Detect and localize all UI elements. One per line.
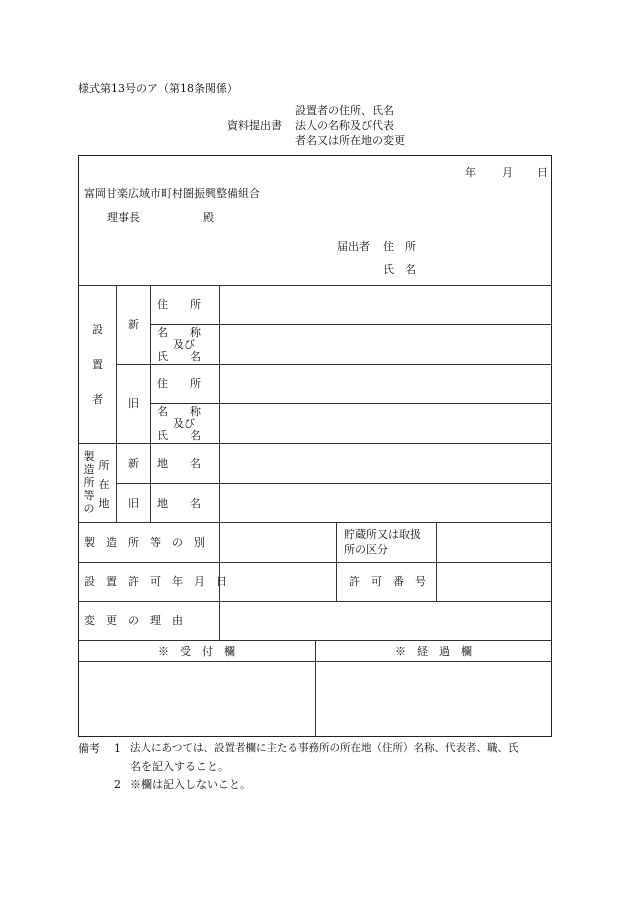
permit-number-label: 許 可 番 号 [349, 575, 426, 588]
location-label-char: 等 [83, 489, 95, 502]
heading-prefix: 資料提出書 [227, 119, 282, 132]
vrule-right-label [336, 522, 337, 601]
location-old-label: 旧 [128, 497, 139, 510]
vrule-newold [150, 285, 151, 522]
change-reason-label: 変 更 の 理 由 [84, 614, 183, 627]
installer-label-2: 置 [92, 358, 103, 371]
vrule-right-value [436, 522, 437, 601]
location-old-lot-label: 地 名 [157, 497, 201, 510]
installer-old-address-label: 住 所 [157, 377, 201, 390]
location-label-char: 造 [83, 463, 95, 476]
rule-location-mid [116, 483, 552, 484]
progress-header: ※ 経 過 欄 [395, 645, 472, 658]
applicant-address-label: 住 所 [383, 240, 416, 253]
date-month-label: 月 [502, 166, 513, 179]
installer-new-name-label-bottom: 氏 名 [157, 350, 201, 363]
note-2-text: ※欄は記入しないこと。 [130, 778, 251, 791]
installer-new-address-label: 住 所 [157, 298, 201, 311]
location-label-char: 地 [98, 497, 110, 510]
date-day-label: 日 [537, 166, 548, 179]
installer-old-name-label-bottom: 氏 名 [157, 429, 201, 442]
storage-class-label-2: 所の区分 [344, 543, 388, 556]
location-label-char: 所 [83, 476, 95, 489]
permit-date-label: 設 置 許 可 年 月 日 [84, 575, 227, 588]
location-new-label: 新 [128, 457, 139, 470]
installer-new-name-label-mid: 及び [173, 338, 195, 351]
rule-new-old [116, 364, 552, 365]
vrule-group [116, 285, 117, 522]
addressee-organization: 富岡甘楽広域市町村圏振興整備組合 [84, 187, 260, 200]
heading-line-2: 法人の名称及び代表 [295, 119, 394, 132]
installer-label-3: 者 [92, 393, 103, 406]
installer-old-label: 旧 [128, 397, 139, 410]
location-label-char: 製 [83, 450, 95, 463]
installer-label-1: 設 [92, 323, 103, 336]
installer-old-name-label-mid: 及び [173, 417, 195, 430]
rule-permit-end [78, 601, 552, 602]
notes-heading: 備考 [78, 742, 100, 755]
date-year-label: 年 [465, 166, 476, 179]
installer-new-label: 新 [128, 318, 139, 331]
installer-new-name-label-top: 名 称 [157, 326, 201, 339]
location-label-col-1 [83, 450, 95, 515]
addressee-honorific: 殿 [203, 211, 214, 224]
note-1-text-line-1: 法人にあつては、設置者欄に主たる事務所の所在地（住所）名称、代表者、職、氏 [130, 742, 519, 754]
form-number: 様式第13号のア（第18条関係） [78, 82, 238, 95]
applicant-name-label: 氏 名 [383, 263, 416, 276]
location-label-char: 所 [98, 459, 110, 472]
rule-old-address [150, 403, 552, 404]
location-label-col-2 [98, 456, 110, 513]
reception-header: ※ 受 付 欄 [158, 645, 235, 658]
storage-class-label-1: 貯蔵所又は取扱 [344, 528, 421, 541]
installer-old-name-label-top: 名 称 [157, 405, 201, 418]
location-label-char: の [83, 502, 95, 515]
addressee-title: 理事長 [107, 211, 140, 224]
note-2-number: 2 [114, 778, 121, 791]
applicant-label: 届出者 [337, 240, 370, 253]
location-label-char: 在 [98, 478, 110, 491]
facility-type-label: 製 造 所 等 の 別 [84, 536, 205, 549]
note-1-number: 1 [114, 742, 121, 755]
heading-line-1: 設置者の住所、氏名 [295, 104, 394, 117]
note-1-text-line-2: 名を記入すること。 [130, 760, 229, 773]
heading-line-3: 者名又は所在地の変更 [295, 134, 405, 147]
rule-facility-end [78, 562, 552, 563]
rule-new-address [150, 324, 552, 325]
location-new-lot-label: 地 名 [157, 457, 201, 470]
rule-location-end [78, 522, 552, 523]
